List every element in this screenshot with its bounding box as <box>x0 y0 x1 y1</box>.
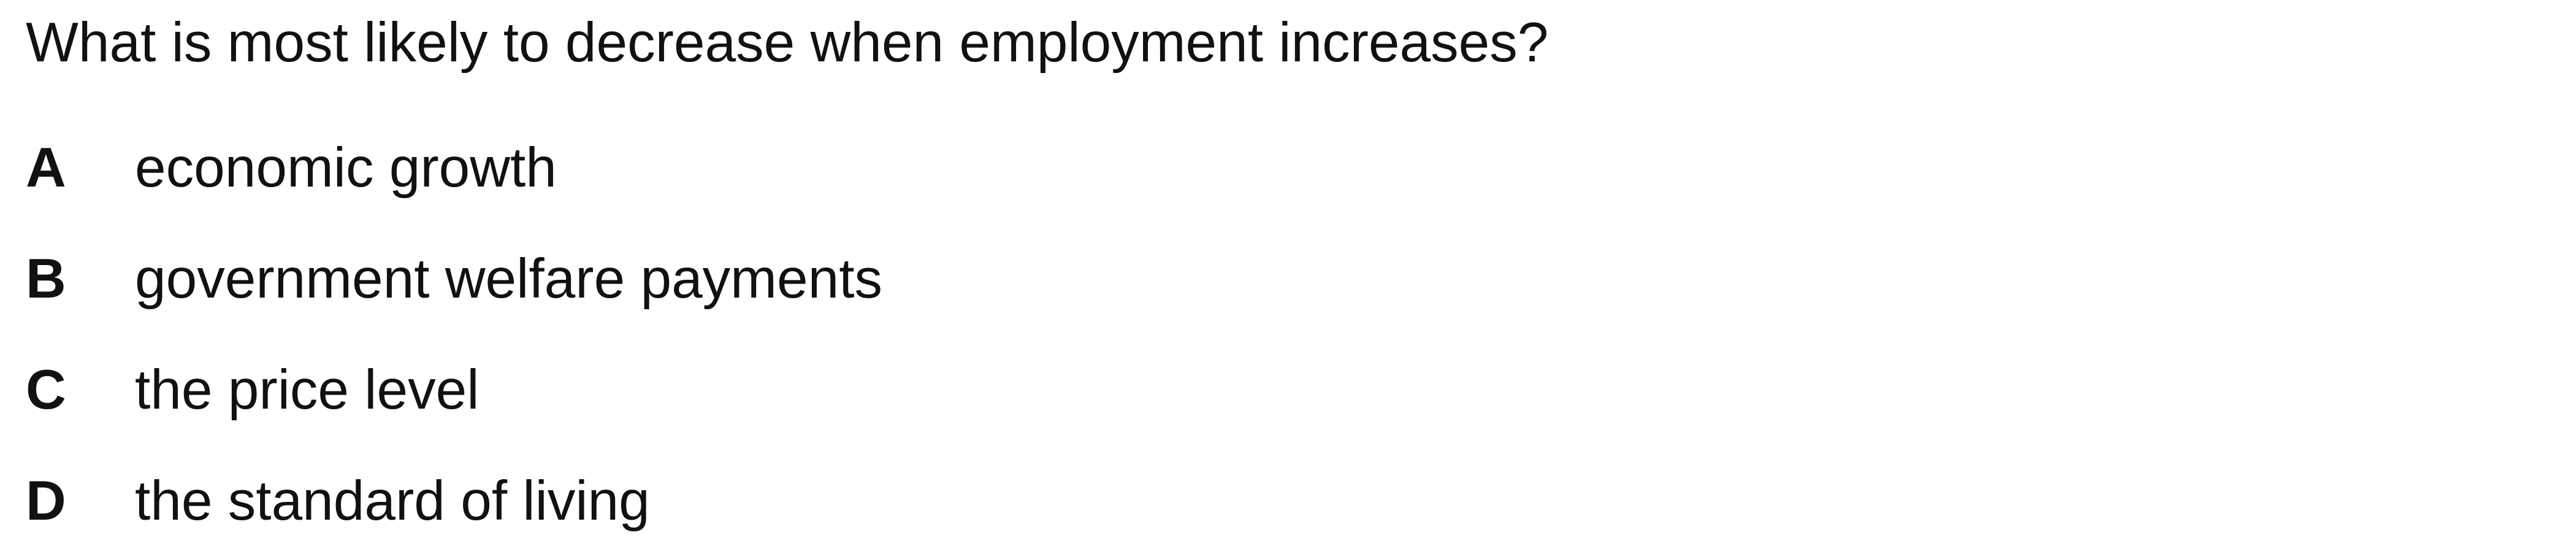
option-text: economic growth <box>135 137 557 199</box>
option-d[interactable] <box>0 469 2576 543</box>
option-letter: D <box>26 470 66 532</box>
option-letter: A <box>26 137 66 199</box>
option-c[interactable] <box>0 358 2576 432</box>
option-text: the price level <box>135 359 480 421</box>
option-letter: C <box>26 359 66 421</box>
option-b[interactable] <box>0 247 2576 321</box>
option-text: government welfare payments <box>135 248 882 310</box>
question-text: What is most likely to decrease when employment increases? <box>26 12 1549 74</box>
option-a[interactable] <box>0 136 2576 210</box>
option-text: the standard of living <box>135 470 650 532</box>
option-letter: B <box>26 248 66 310</box>
